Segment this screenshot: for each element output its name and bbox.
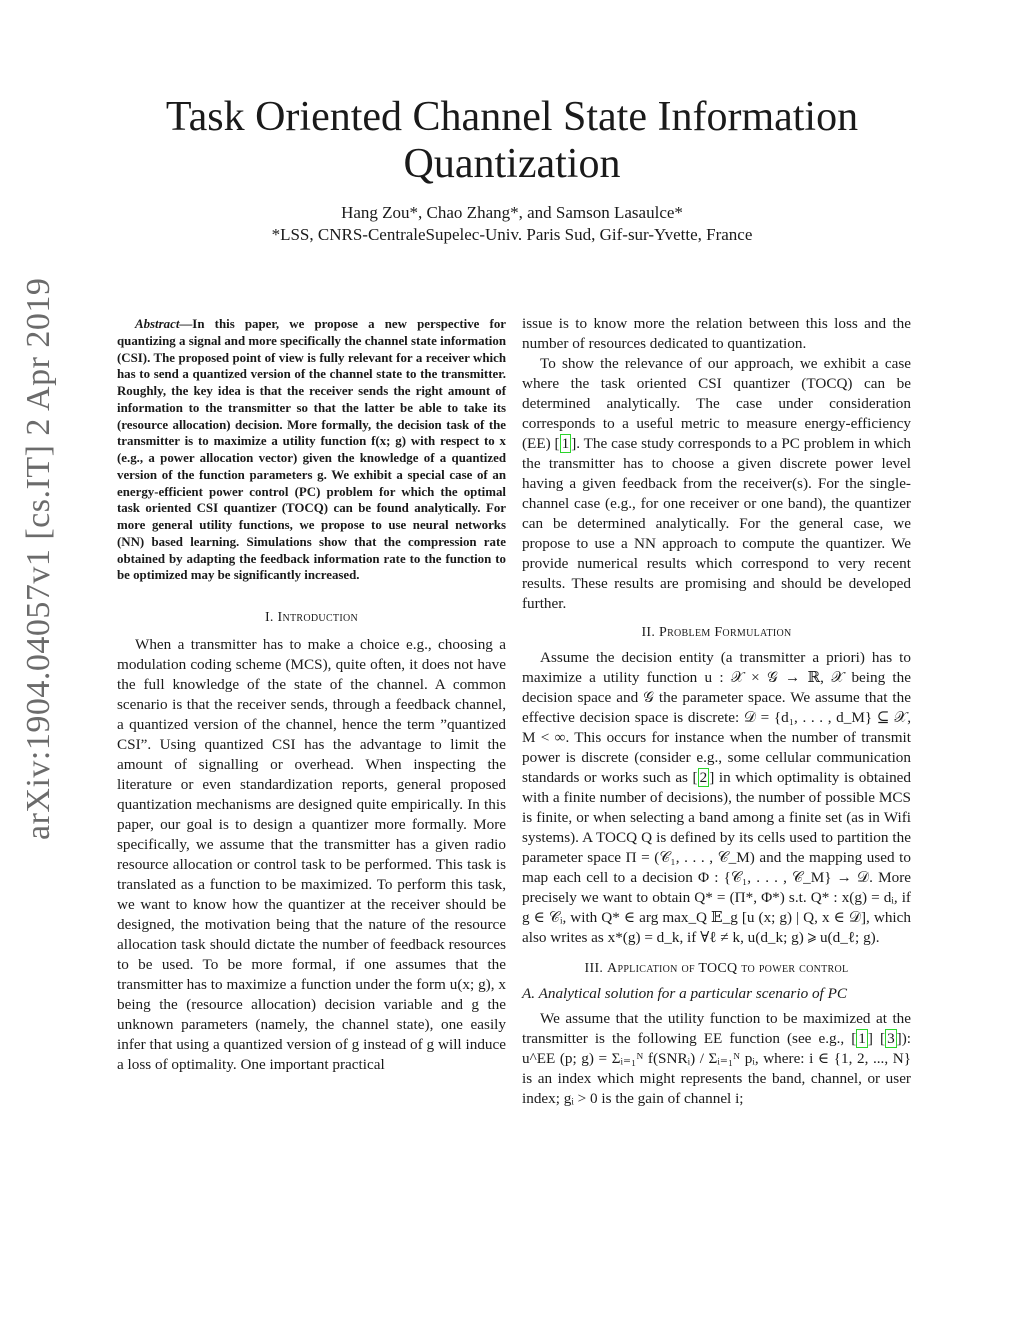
left-column [117, 316, 506, 1075]
introduction-paragraph: When a transmitter has to make a choice e.g., choosing a modulation coding scheme (MCS), quite often, it does not have the full knowledge of the state of the channel. A common scenario is that the receiver sends, through a feedback channel, a quantized version of the channel, hence the term ”quantized CSI”. Using quantized CSI has the advantage to limit the amount of signalling or overhead. When inspecting the literature or even standardization reports, general proposed quantization mechanisms are designed quite empirically. In this paper, our goal is to design a quantizer more formally. More specifically, we assume that the transmitter has a given radio resource allocation or control task to be performed. This task is translated as a function to be maximized. To perform this task, we want to know how the quantizer at the receiver should be designed, the motivation being that the nature of the resource allocation task should dictate the number of feedback resources to be used. To be more formal, if one assumes that the transmitter has to maximize a function under the form u(x; g), x being the (resource allocation) decision variable and g the unknown parameters (namely, the channel state), one easily infer that using a quantized version of g instead of g will induce a loss of optimality. One important practical [117, 636, 506, 1073]
arxiv-identifier: arXiv:1904.04057v1 [cs.IT] 2 Apr 2019 [20, 277, 57, 840]
problem-paragraph [522, 648, 911, 948]
section-number: III. [584, 961, 608, 976]
para-text: ]. The case study corresponds to a PC problem in which the transmitter has to choose a given discrete power level having a given feedback from the receiver(s). For the single-channel case (e.g., for one receiver or one band), the quantizer can be determined analytically. For the general case, we propose to use a NN approach to compute the quantizer. We provide numerical results which correspond to very recent results. These results are promising and should be developed further. [522, 435, 912, 612]
paper-title [112, 94, 912, 188]
introduction-continued: issue is to know more the relation between this loss and the number of resources dedicated to quantization. [522, 315, 911, 352]
para-text: ] in which optimality is obtained with a finite number of decisions), the number of possible MCS is finite, or when selecting a band among a finite set (as in Wifi systems). A TOCQ Q is defined by its cells used to partition the parameter space Π = (𝒞₁, . . . , 𝒞_M) and the mapping used to map each cell to a decision Φ : {𝒞₁, . . . , 𝒞_M} → 𝒟. More precisely we want to obtain Q* = (Π*, Φ*) s.t. Q* : x(g) = dᵢ, if g ∈ 𝒞ᵢ, with Q* ∈ arg max_Q 𝔼_g [u (x; g) | Q, x ∈ 𝒟], which also writes as x*(g) = d_k, if ∀ℓ ≠ k, u(d_k; g) ⩾ u(d_ℓ; g). [522, 769, 911, 946]
citation-link[interactable]: 2 [699, 769, 708, 786]
para-text: ]): u^EE (p; g) = Σᵢ₌₁ᴺ f(SNRᵢ) / Σᵢ₌₁ᴺ pᵢ, where: i ∈ {1, 2, ..., N} is an index which might represents the band, channel, or user index; gᵢ > 0 is the gain of channel i; [522, 1030, 911, 1107]
citation-link[interactable]: 3 [887, 1030, 895, 1047]
para-text: We assume that the utility function to be maximized at the transmitter is the following EE function (see e.g., [ [522, 1010, 911, 1047]
para-text: To show the relevance of our approach, we exhibit a case where the task oriented CSI quantizer (TOCQ) can be determined analytically. The case under consideration corresponds to a useful metric to measure energy-efficiency (EE) [ [522, 355, 911, 452]
section-heading-problem [522, 623, 911, 643]
abstract-label: Abstract [135, 317, 180, 331]
citation-link[interactable]: 1 [858, 1030, 866, 1047]
section-title: Introduction [277, 610, 359, 625]
section-number: II. [641, 625, 659, 640]
title-line-1: Task Oriented Channel State Information [165, 94, 859, 140]
affiliation: *LSS, CNRS-CentraleSupelec-Univ. Paris Sud, Gif-sur-Yvette, France [271, 225, 753, 244]
subsection-heading: A. Analytical solution for a particular scenario of PC [522, 985, 847, 1002]
section-heading-introduction [117, 608, 506, 628]
citation-link[interactable]: 1 [561, 435, 570, 452]
introduction-paragraph-2 [522, 354, 911, 614]
para-text: ] [ [867, 1030, 886, 1047]
abstract-text: —In this paper, we propose a new perspective for quantizing a signal and more specifically the channel state information (CSI). The proposed point of view is fully relevant for a receiver which has to send a quantized version of the channel state to the transmitter. Roughly, the key idea is that the receiver sends the right amount of information to the transmitter so that the latter be able to take its (resource allocation) decision. More formally, the decision task of the transmitter is to maximize a utility function f(x; g) with respect to x (e.g., a power allocation vector) given the knowledge of a quantized version of the function parameters g. We exhibit a special case of an energy-efficient power control (PC) problem for which the optimal task oriented CSI quantizer (TOCQ) can be found analytically. For more general utility functions, we propose to use neural networks (NN) based learning. Simulations show that the compression rate obtained by adapting the feedback information rate to the function to be optimized may be significantly increased. [117, 317, 506, 583]
author-list: Hang Zou*, Chao Zhang*, and Samson Lasaulce* [341, 203, 683, 222]
right-column [522, 314, 911, 1109]
abstract [117, 316, 506, 584]
application-paragraph [522, 1009, 911, 1109]
section-heading-application [522, 959, 911, 979]
section-title: Problem Formulation [658, 625, 792, 640]
para-text: Assume the decision entity (a transmitter a priori) has to maximize a utility function u : 𝒳 × 𝒢 → ℝ, 𝒳 being the decision space and 𝒢 the parameter space. We assume that the effective decision space is discrete: 𝒟 = {d₁, . . . , d_M} ⊆ 𝒳, M < ∞. This occurs for instance when the number of transmit power is discrete (consider e.g., some cellular communication standards or works such as [ [522, 649, 911, 786]
section-number: I. [264, 610, 278, 625]
section-title: Application of TOCQ to power control [607, 961, 849, 976]
title-line-2: Quantization [403, 141, 621, 187]
